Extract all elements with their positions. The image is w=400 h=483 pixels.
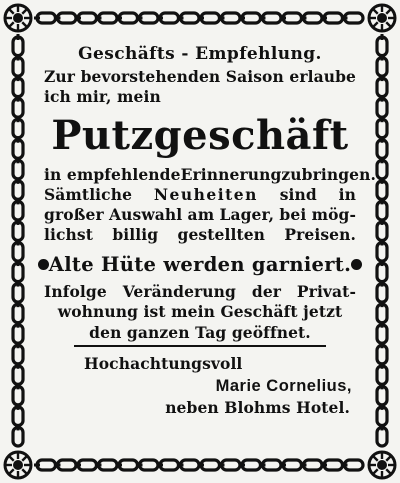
body-line-3	[44, 205, 356, 225]
word: Lager,	[219, 205, 275, 224]
divider-rule	[74, 345, 326, 347]
word: erlaube	[289, 67, 356, 86]
closing-salutation: Hochachtungsvoll	[84, 354, 243, 373]
shop-headline: Putzgeschäft	[51, 112, 349, 159]
chain-column	[377, 34, 387, 446]
word: billig	[112, 225, 159, 244]
hats-headline: Alte Hüte werden garniert.	[48, 253, 352, 276]
body-line-4	[44, 225, 356, 245]
hats-headline-row	[38, 253, 362, 276]
word: Saison	[225, 67, 284, 86]
word: Neuheiten	[153, 185, 258, 204]
word: mög-	[311, 205, 356, 224]
ad-title: Geschäfts - Empfehlung.	[78, 44, 322, 64]
bullet-right-icon	[351, 259, 362, 270]
word: am	[187, 205, 215, 224]
change-line-1	[44, 282, 356, 302]
intro-line-2-text: ich mir, mein	[44, 87, 161, 106]
word: in	[338, 185, 356, 204]
advertisement-content	[44, 44, 376, 418]
rosette-ornament-icon	[5, 452, 31, 478]
word: sind	[279, 185, 317, 204]
word: bringen.	[301, 165, 376, 184]
signature-name: Marie Cornelius,	[215, 377, 352, 395]
chain-column	[13, 34, 23, 446]
divider-wrap	[44, 345, 356, 347]
word: bei	[279, 205, 307, 224]
word: lichst	[44, 225, 93, 244]
rosette-ornament-icon	[369, 5, 395, 31]
bullet-left-icon	[38, 259, 49, 270]
word: zu	[281, 165, 302, 184]
word: Erinnerung	[180, 165, 282, 184]
word: Privat-	[296, 282, 356, 301]
word: Auswahl	[109, 205, 183, 224]
word: großer	[44, 205, 104, 224]
body-line-2	[44, 185, 356, 205]
word: Preisen.	[284, 225, 356, 244]
change-line-2: wohnung ist mein Geschäft jetzt	[57, 302, 343, 321]
rosette-ornament-icon	[369, 452, 395, 478]
chain-row	[34, 13, 363, 23]
intro-line-1	[44, 67, 356, 87]
body-line-1	[44, 165, 376, 185]
word: Sämtliche	[44, 185, 133, 204]
rosette-ornament-icon	[5, 5, 31, 31]
word: in empfehlende	[44, 165, 181, 184]
word: Infolge	[44, 282, 107, 301]
word: der	[251, 282, 282, 301]
word: Veränderung	[122, 282, 236, 301]
intro-line-2	[44, 87, 356, 107]
change-line-3: den ganzen Tag geöffnet.	[89, 323, 311, 342]
word: gestellten	[177, 225, 266, 244]
word: Zur	[44, 67, 76, 86]
chain-row	[34, 460, 363, 470]
signature-location: neben Blohms Hotel.	[165, 398, 350, 417]
word: bevorstehenden	[80, 67, 221, 86]
